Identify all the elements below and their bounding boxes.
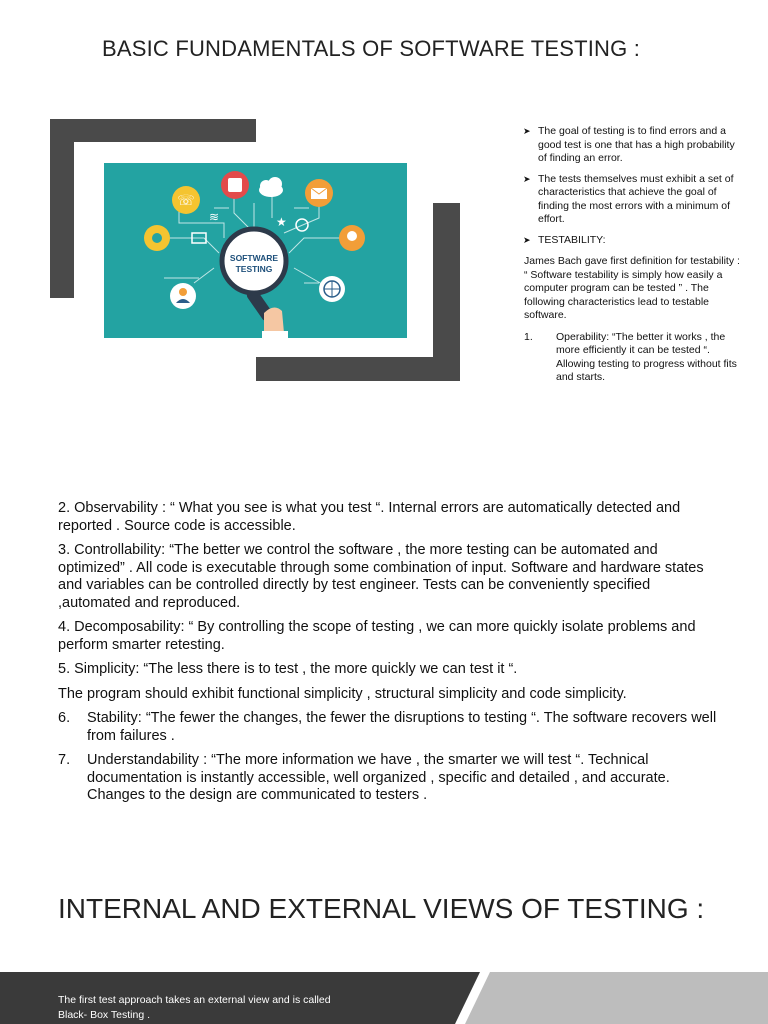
simplicity-paragraph: 5. Simplicity: “The less there is to test , the more quickly we can test it “.	[58, 661, 518, 677]
magnifier-text-line2: TESTING	[235, 264, 273, 274]
main-body	[58, 500, 718, 812]
email-icon	[305, 179, 333, 207]
wifi-icon: ≋	[209, 210, 220, 224]
item-text: Stability: “The fewer the changes, the fewer the disruptions to testing “. The software recovers well from failures .	[87, 710, 717, 744]
bullet-list	[521, 125, 746, 247]
controllability-paragraph: 3. Controllability: “The better we control the software , the more testing can be automated and optimized” . All code is executable through some combination of input. Software and hardware states and variables can be controlled directly by test engineer. Tests can be conveniently specified ,automated and reproduced.	[58, 542, 704, 611]
svg-text:☏: ☏	[177, 193, 195, 209]
section-title: INTERNAL AND EXTERNAL VIEWS OF TESTING :	[58, 893, 705, 924]
item-text: Operability: “The better it works , the more efficiently it can be tested “. Allowing testing to progress without fits and starts.	[556, 330, 737, 383]
frame-left-bar	[50, 119, 74, 298]
item-number: 6.	[58, 710, 71, 726]
testability-paragraph: James Bach gave first definition for testability : “ Software testability is simply how easily a computer program can be tested ” . The following characteristics lead to testable software.	[524, 255, 740, 321]
numbered-item-operability	[524, 331, 746, 385]
simplicity-detail-paragraph: The program should exhibit functional simplicity , structural simplicity and code simplicity.	[58, 685, 627, 702]
footer-text: The first test approach takes an external view and is called Black- Box Testing .	[58, 994, 331, 1021]
right-column	[521, 125, 746, 385]
frame-bottom-bar	[256, 357, 460, 381]
footer-light-shape	[465, 972, 768, 1024]
gear-icon	[144, 225, 170, 251]
page-title: BASIC FUNDAMENTALS OF SOFTWARE TESTING :	[102, 36, 641, 61]
user-icon	[170, 283, 196, 309]
bullet-item: ➤ TESTABILITY:	[521, 234, 746, 248]
phone-icon	[172, 186, 200, 214]
magnifier-text-line1: SOFTWARE	[229, 253, 279, 263]
chip-icon	[221, 171, 249, 199]
observability-paragraph: 2. Observability : “ What you see is what you test “. Internal errors are automatically detected and reported . Source code is accessible.	[58, 500, 681, 534]
cloud-icon	[259, 177, 283, 197]
lightbulb-icon	[339, 225, 365, 251]
bullet-item: ➤ The tests themselves must exhibit a set of characteristics that achieve the goal of finding the most errors with a minimum of effort.	[521, 173, 746, 227]
magnifier-icon	[222, 229, 288, 338]
illustration-graphic	[104, 163, 407, 338]
understandability-item	[58, 752, 718, 805]
frame-right-bar	[433, 203, 460, 381]
stability-item	[58, 710, 718, 745]
item-text: Understandability : “The more information we have , the smarter we will test “. Technical documentation is instantly accessible, well organized , specific and detailed , and accurate. Changes to the design are communicated to testers .	[87, 752, 670, 803]
item-number: 7.	[58, 752, 71, 768]
frame-top-bar	[50, 119, 256, 142]
software-testing-illustration	[104, 163, 407, 338]
decomposability-paragraph: 4. Decomposability: “ By controlling the scope of testing , we can more quickly isolate problems and perform smarter retesting.	[58, 619, 696, 653]
item-number: 1.	[524, 330, 533, 343]
star-icon: ★	[276, 215, 287, 229]
globe-icon	[319, 276, 345, 302]
bullet-item: ➤ The goal of testing is to find errors and a good test is one that has a high probability of finding an error.	[521, 125, 746, 166]
